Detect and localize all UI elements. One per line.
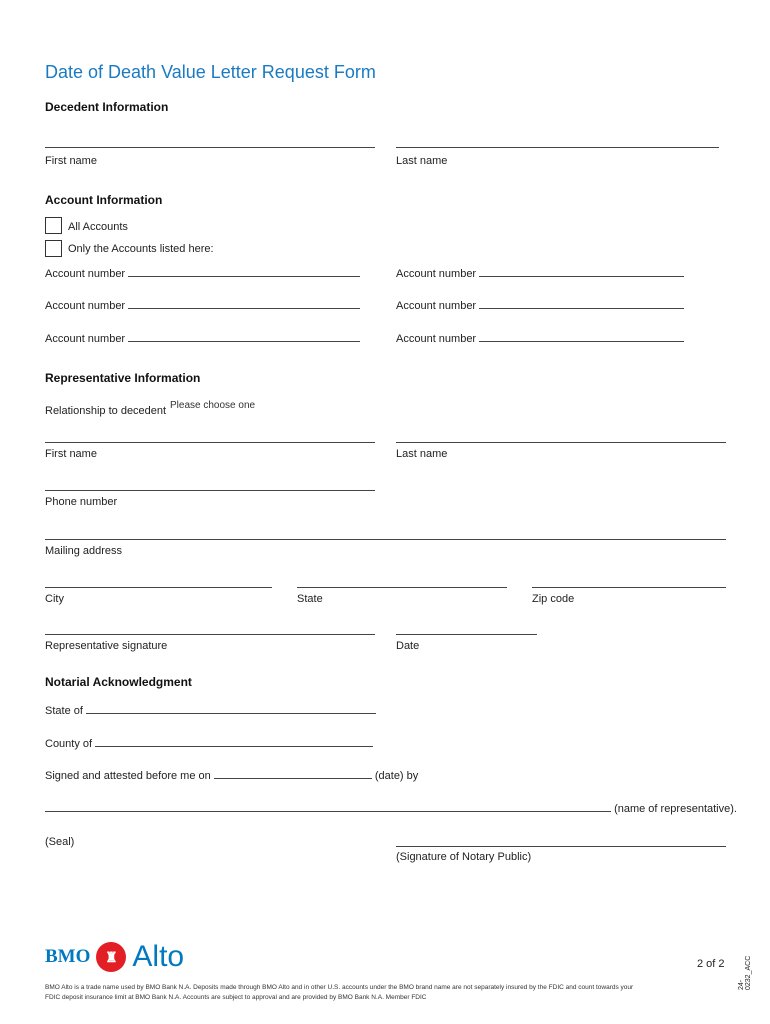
page-title: Date of Death Value Letter Request Form: [45, 62, 376, 82]
representative-heading: Representative Information: [45, 371, 201, 385]
form-code: 24-0232_ACC: [738, 955, 752, 990]
relationship-label: Relationship to decedent: [45, 405, 167, 417]
account-heading: Account Information: [45, 193, 163, 207]
notarial-heading: Notarial Acknowledgment: [45, 675, 192, 689]
signature-field[interactable]: [45, 634, 375, 635]
all-accounts-label: All Accounts: [68, 221, 128, 233]
account-number-field[interactable]: [128, 332, 360, 342]
account-number-field[interactable]: [479, 332, 684, 342]
date-by-label: (date) by: [374, 770, 419, 782]
first-name-label: First name: [45, 155, 97, 167]
notary-signature-field[interactable]: [396, 846, 726, 847]
representative-name-field[interactable]: [45, 802, 611, 812]
listed-accounts-label: Only the Accounts listed here:: [68, 243, 214, 255]
bmo-alto-logo: [45, 940, 184, 974]
signature-label: Representative signature: [45, 640, 168, 652]
name-of-rep-label: (name of representative).: [614, 803, 737, 815]
account-number-label: Account number: [396, 268, 477, 280]
county-of-label: County of: [45, 738, 93, 750]
signed-label: Signed and attested before me on: [45, 770, 211, 782]
state-field[interactable]: [297, 587, 507, 588]
rep-last-name-field[interactable]: [396, 442, 726, 443]
date-label: Date: [396, 640, 420, 652]
account-number-field[interactable]: [128, 267, 360, 277]
notary-county-field[interactable]: [95, 737, 373, 747]
account-number-field[interactable]: [479, 267, 684, 277]
decedent-first-name-field[interactable]: [45, 147, 375, 148]
zip-label: Zip code: [532, 593, 575, 605]
all-accounts-checkbox[interactable]: [45, 217, 62, 234]
account-number-field[interactable]: [128, 299, 360, 309]
listed-accounts-checkbox[interactable]: [45, 240, 62, 257]
last-name-label: Last name: [396, 155, 448, 167]
notary-signature-label: (Signature of Notary Public): [396, 851, 532, 863]
city-field[interactable]: [45, 587, 272, 588]
notary-date-field[interactable]: [214, 769, 372, 779]
mailing-address-field[interactable]: [45, 539, 726, 540]
city-label: City: [45, 593, 64, 605]
logo-alto-text: Alto: [132, 940, 185, 973]
phone-label: Phone number: [45, 496, 118, 508]
account-number-label: Account number: [45, 300, 126, 312]
notary-state-field[interactable]: [86, 704, 376, 714]
seal-label: (Seal): [45, 836, 75, 848]
account-number-label: Account number: [45, 333, 126, 345]
account-number-label: Account number: [396, 333, 477, 345]
disclaimer: BMO Alto is a trade name used by BMO Bank N.A. Deposits made through BMO Alto and in other U.S. accounts under the BMO brand name are not separately insured by the FDIC and count towards your FDIC deposit insurance limit at BMO Bank N.A. Accounts are subject to approval and are provided by BMO Bank N.A. Member FDIC: [45, 984, 634, 1001]
account-number-label: Account number: [45, 268, 126, 280]
rep-last-name-label: Last name: [396, 448, 448, 460]
logo-bmo-text: BMO: [45, 946, 91, 967]
zip-field[interactable]: [532, 587, 726, 588]
account-number-field[interactable]: [479, 299, 684, 309]
page-number: 2 of 2: [697, 958, 725, 970]
decedent-heading: Decedent Information: [45, 100, 169, 114]
bmo-roundel-icon: ♜: [96, 942, 126, 972]
relationship-select[interactable]: Please choose one: [170, 400, 256, 411]
mailing-label: Mailing address: [45, 545, 123, 557]
date-field[interactable]: [396, 634, 537, 635]
state-label: State: [297, 593, 323, 605]
rep-first-name-field[interactable]: [45, 442, 375, 443]
phone-field[interactable]: [45, 490, 375, 491]
account-number-label: Account number: [396, 300, 477, 312]
decedent-last-name-field[interactable]: [396, 147, 719, 148]
state-of-label: State of: [45, 705, 83, 717]
rep-first-name-label: First name: [45, 448, 97, 460]
